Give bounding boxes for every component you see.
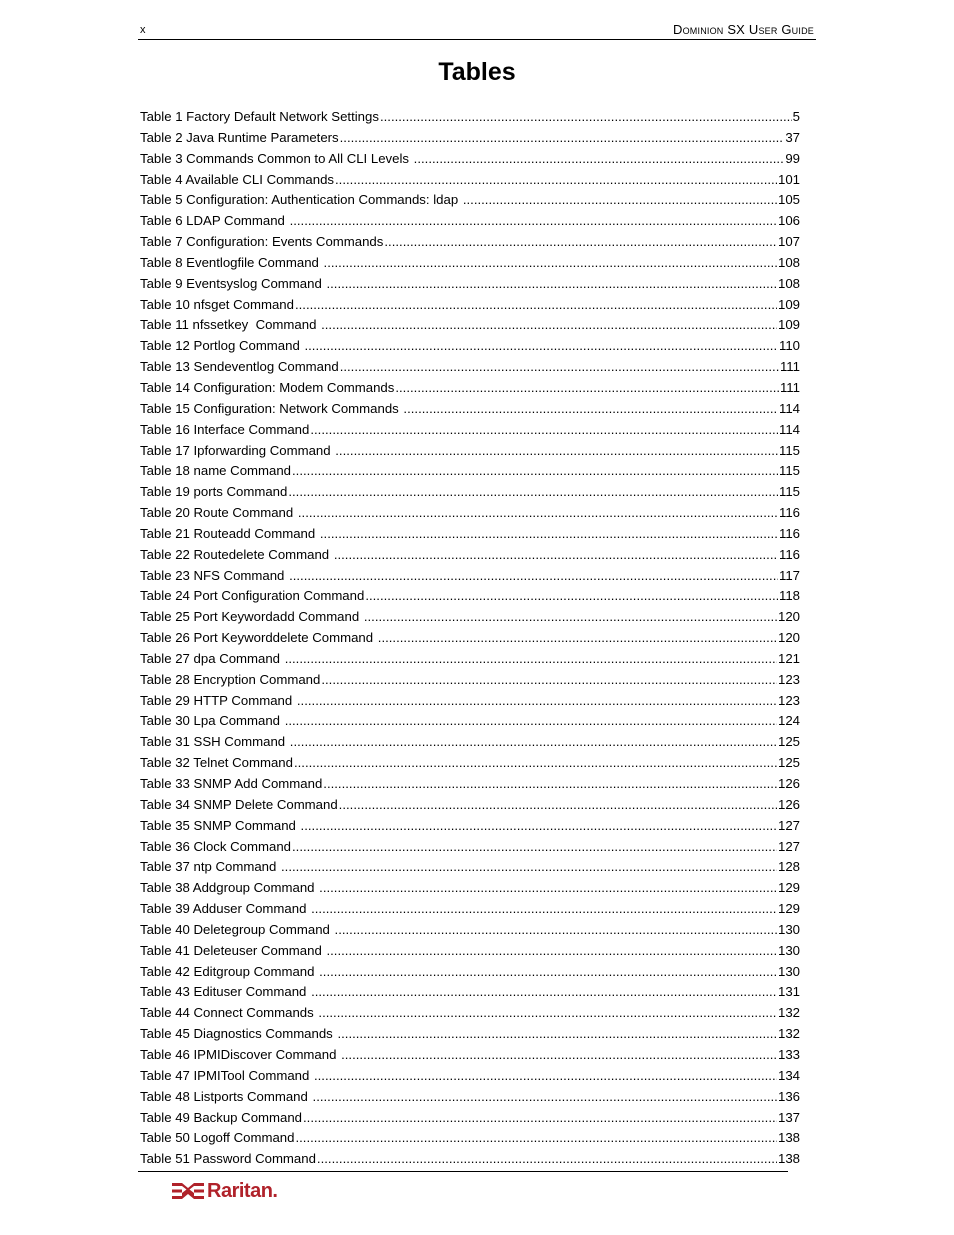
toc-entry-page: 99 bbox=[785, 150, 800, 166]
toc-entry[interactable] bbox=[140, 857, 800, 878]
toc-entry[interactable] bbox=[140, 691, 800, 712]
toc-entry-page: 118 bbox=[778, 588, 800, 604]
page-title: Tables bbox=[438, 58, 516, 86]
toc-entry-label: Table 33 SNMP Add Command bbox=[140, 776, 323, 791]
toc-entry-label: Table 29 HTTP Command bbox=[140, 692, 296, 708]
toc-entry[interactable] bbox=[140, 586, 800, 607]
toc-dot-leader bbox=[365, 586, 778, 607]
toc-entry-label: Table 23 NFS Command bbox=[140, 567, 289, 583]
toc-entry-label: Table 51 Password Command bbox=[140, 1151, 316, 1167]
toc-entry-page: 138 bbox=[777, 1130, 800, 1146]
toc-entry[interactable] bbox=[140, 399, 800, 420]
toc-dot-leader bbox=[281, 857, 777, 878]
toc-dot-leader bbox=[395, 378, 779, 399]
toc-entry[interactable] bbox=[140, 711, 800, 732]
toc-dot-leader bbox=[335, 170, 777, 191]
toc-entry-page: 132 bbox=[777, 1005, 800, 1021]
toc-dot-leader bbox=[340, 357, 779, 378]
toc-entry-label: Table 8 Eventlogfile Command bbox=[140, 254, 323, 270]
toc-entry[interactable] bbox=[140, 628, 800, 649]
toc-entry-page: 106 bbox=[777, 213, 800, 229]
toc-entry-page: 111 bbox=[779, 359, 800, 375]
toc-entry-label: Table 13 Sendeventlog Command bbox=[140, 359, 339, 375]
toc-dot-leader bbox=[341, 1045, 777, 1066]
toc-entry-label: Table 43 Edituser Command bbox=[140, 984, 311, 1000]
toc-entry-label: Table 27 dpa Command bbox=[140, 650, 284, 666]
toc-entry-label: Table 22 Routedelete Command bbox=[140, 546, 333, 562]
toc-entry-page: 121 bbox=[777, 650, 800, 666]
toc-entry[interactable] bbox=[140, 774, 800, 795]
toc-entry-page: 138 bbox=[777, 1151, 800, 1167]
toc-entry-page: 123 bbox=[777, 671, 800, 687]
toc-entry-page: 137 bbox=[777, 1109, 800, 1125]
raritan-logo-wordmark: Raritan bbox=[207, 1179, 273, 1202]
toc-entry[interactable] bbox=[140, 607, 800, 628]
toc-entry[interactable] bbox=[140, 149, 800, 170]
toc-dot-leader bbox=[318, 1003, 777, 1024]
toc-dot-leader bbox=[285, 711, 777, 732]
toc-entry[interactable] bbox=[140, 315, 800, 336]
toc-entry-page: 131 bbox=[777, 984, 800, 1000]
toc-entry-label: Table 9 Eventsyslog Command bbox=[140, 275, 326, 291]
toc-entry[interactable] bbox=[140, 1003, 800, 1024]
toc-entry-label: Table 12 Portlog Command bbox=[140, 338, 304, 354]
toc-dot-leader bbox=[463, 190, 777, 211]
toc-entry-label: Table 44 Connect Commands bbox=[140, 1005, 318, 1021]
toc-dot-leader bbox=[288, 482, 778, 503]
toc-entry[interactable] bbox=[140, 107, 800, 128]
toc-entry-page: 116 bbox=[778, 505, 800, 521]
toc-entry[interactable] bbox=[140, 920, 800, 941]
toc-entry[interactable] bbox=[140, 357, 800, 378]
footer-rule bbox=[138, 1171, 788, 1172]
toc-entry[interactable] bbox=[140, 420, 800, 441]
toc-entry-page: 126 bbox=[777, 776, 800, 791]
running-header-title: Dominion SX User Guide bbox=[673, 22, 814, 37]
toc-dot-leader bbox=[378, 628, 777, 649]
toc-dot-leader bbox=[319, 962, 777, 983]
toc-entry-page: 120 bbox=[777, 609, 800, 625]
toc-entry-page: 109 bbox=[777, 296, 800, 312]
toc-entry-page: 114 bbox=[778, 421, 800, 437]
toc-entry-page: 108 bbox=[777, 254, 800, 270]
toc-dot-leader bbox=[340, 128, 785, 149]
toc-entry-page: 117 bbox=[778, 567, 800, 583]
toc-entry-label: Table 19 ports Command bbox=[140, 484, 288, 500]
toc-dot-leader bbox=[384, 232, 777, 253]
raritan-logo bbox=[172, 1180, 278, 1202]
toc-entry-page: 133 bbox=[777, 1046, 800, 1062]
toc-entry[interactable] bbox=[140, 899, 800, 920]
toc-entry-page: 114 bbox=[778, 400, 800, 416]
toc-entry[interactable] bbox=[140, 878, 800, 899]
toc-entry-page: 126 bbox=[777, 796, 800, 812]
toc-entry-label: Table 35 SNMP Command bbox=[140, 817, 300, 833]
toc-entry-label: Table 6 LDAP Command bbox=[140, 213, 289, 229]
toc-entry-page: 101 bbox=[777, 171, 800, 187]
toc-entry-page: 130 bbox=[777, 921, 800, 937]
toc-entry-page: 132 bbox=[777, 1026, 800, 1042]
toc-entry-page: 129 bbox=[777, 880, 800, 896]
toc-dot-leader bbox=[320, 524, 778, 545]
toc-dot-leader bbox=[314, 1066, 777, 1087]
toc-entry-label: Table 41 Deleteuser Command bbox=[140, 942, 326, 958]
toc-entry-page: 116 bbox=[778, 546, 800, 562]
toc-entry-label: Table 42 Editgroup Command bbox=[140, 963, 319, 979]
toc-entry-label: Table 7 Configuration: Events Commands bbox=[140, 234, 384, 250]
toc-dot-leader bbox=[292, 837, 777, 858]
toc-dot-leader bbox=[292, 461, 778, 482]
toc-entry-label: Table 36 Clock Command bbox=[140, 838, 291, 854]
toc-entry-label: Table 4 Available CLI Commands bbox=[140, 171, 335, 187]
toc-entry[interactable] bbox=[140, 753, 800, 774]
toc-entry[interactable] bbox=[140, 482, 800, 503]
toc-entry-label: Table 21 Routeadd Command bbox=[140, 525, 319, 541]
toc-entry-label: Table 17 Ipforwarding Command bbox=[140, 442, 335, 458]
toc-entry-label: Table 16 Interface Command bbox=[140, 421, 310, 437]
toc-entry[interactable] bbox=[140, 1024, 800, 1045]
toc-entry-page: 115 bbox=[778, 463, 800, 479]
toc-dot-leader bbox=[335, 441, 778, 462]
toc-entry[interactable] bbox=[140, 732, 800, 753]
toc-entry-label: Table 28 Encryption Command bbox=[140, 671, 321, 687]
toc-dot-leader bbox=[295, 295, 777, 316]
toc-entry-page: 111 bbox=[779, 379, 800, 395]
toc-dot-leader bbox=[364, 607, 777, 628]
toc-entry[interactable] bbox=[140, 1087, 800, 1108]
toc-entry-page: 107 bbox=[777, 234, 800, 250]
toc-entry-label: Table 37 ntp Command bbox=[140, 859, 281, 875]
header-rule bbox=[138, 39, 816, 40]
toc-entry[interactable] bbox=[140, 670, 800, 691]
toc-entry-page: 130 bbox=[777, 963, 800, 979]
toc-dot-leader bbox=[380, 107, 792, 128]
toc-dot-leader bbox=[297, 691, 777, 712]
toc-entry[interactable] bbox=[140, 503, 800, 524]
raritan-logo-icon bbox=[172, 1181, 204, 1201]
toc-entry-page: 136 bbox=[777, 1088, 800, 1104]
toc-entry-label: Table 38 Addgroup Command bbox=[140, 880, 319, 896]
toc-entry-page: 123 bbox=[777, 692, 800, 708]
toc-entry-label: Table 24 Port Configuration Command bbox=[140, 588, 365, 604]
toc-dot-leader bbox=[414, 149, 785, 170]
toc-entry[interactable] bbox=[140, 816, 800, 837]
toc-entry[interactable] bbox=[140, 982, 800, 1003]
toc-entry-page: 110 bbox=[778, 338, 800, 354]
toc-entry-page: 129 bbox=[777, 901, 800, 917]
toc-dot-leader bbox=[317, 1149, 777, 1170]
toc-entry-label: Table 39 Adduser Command bbox=[140, 901, 311, 917]
toc-entry-label: Table 30 Lpa Command bbox=[140, 713, 284, 729]
toc-entry[interactable] bbox=[140, 441, 800, 462]
toc-entry[interactable] bbox=[140, 190, 800, 211]
page-number: x bbox=[140, 24, 146, 36]
toc-entry-label: Table 15 Configuration: Network Commands bbox=[140, 400, 403, 416]
toc-entry-page: 115 bbox=[778, 442, 800, 458]
toc-dot-leader bbox=[326, 941, 777, 962]
toc-entry[interactable] bbox=[140, 378, 800, 399]
toc-entry-page: 128 bbox=[777, 859, 800, 875]
toc-entry-label: Table 5 Configuration: Authentication Commands: ldap bbox=[140, 192, 462, 208]
toc-entry-label: Table 47 IPMITool Command bbox=[140, 1067, 313, 1083]
toc-entry-label: Table 18 name Command bbox=[140, 463, 292, 479]
toc-entry-page: 37 bbox=[785, 129, 800, 145]
toc-entry-page: 109 bbox=[777, 317, 800, 333]
toc-entry[interactable] bbox=[140, 941, 800, 962]
toc-entry[interactable] bbox=[140, 253, 800, 274]
toc-entry[interactable] bbox=[140, 274, 800, 295]
toc-entry-page: 127 bbox=[777, 838, 800, 854]
toc-entry-page: 127 bbox=[777, 817, 800, 833]
toc-entry[interactable] bbox=[140, 1066, 800, 1087]
table-of-tables bbox=[140, 107, 800, 1170]
toc-entry-label: Table 25 Port Keywordadd Command bbox=[140, 609, 363, 625]
toc-entry-page: 108 bbox=[777, 275, 800, 291]
toc-dot-leader bbox=[323, 774, 777, 795]
toc-dot-leader bbox=[311, 899, 777, 920]
toc-entry-page: 115 bbox=[778, 484, 800, 500]
toc-entry-label: Table 31 SSH Command bbox=[140, 734, 289, 750]
toc-dot-leader bbox=[313, 1087, 777, 1108]
toc-dot-leader bbox=[290, 211, 777, 232]
toc-entry-label: Table 49 Backup Command bbox=[140, 1109, 303, 1125]
toc-entry[interactable] bbox=[140, 962, 800, 983]
toc-dot-leader bbox=[339, 795, 777, 816]
toc-entry-label: Table 1 Factory Default Network Settings bbox=[140, 109, 379, 124]
toc-entry[interactable] bbox=[140, 1045, 800, 1066]
toc-dot-leader bbox=[326, 274, 777, 295]
toc-entry[interactable] bbox=[140, 1149, 800, 1170]
toc-entry[interactable] bbox=[140, 545, 800, 566]
toc-entry-page: 116 bbox=[778, 525, 800, 541]
toc-entry-page: 134 bbox=[777, 1067, 800, 1083]
toc-dot-leader bbox=[334, 545, 778, 566]
toc-entry-label: Table 40 Deletegroup Command bbox=[140, 921, 334, 937]
toc-entry-page: 105 bbox=[777, 192, 800, 208]
toc-dot-leader bbox=[289, 566, 778, 587]
toc-dot-leader bbox=[285, 649, 777, 670]
toc-dot-leader bbox=[304, 336, 778, 357]
toc-dot-leader bbox=[324, 253, 777, 274]
toc-dot-leader bbox=[301, 816, 777, 837]
toc-entry-page: 130 bbox=[777, 942, 800, 958]
toc-dot-leader bbox=[319, 878, 777, 899]
toc-entry[interactable] bbox=[140, 295, 800, 316]
toc-entry[interactable] bbox=[140, 128, 800, 149]
toc-entry-page: 125 bbox=[777, 755, 800, 771]
toc-entry-label: Table 2 Java Runtime Parameters bbox=[140, 129, 339, 145]
toc-dot-leader bbox=[321, 670, 777, 691]
toc-dot-leader bbox=[290, 732, 777, 753]
toc-entry[interactable] bbox=[140, 170, 800, 191]
toc-entry[interactable] bbox=[140, 524, 800, 545]
toc-entry-label: Table 50 Logoff Command bbox=[140, 1130, 295, 1146]
toc-entry-label: Table 11 nfssetkey Command bbox=[140, 317, 321, 333]
toc-dot-leader bbox=[310, 420, 778, 441]
toc-entry-label: Table 32 Telnet Command bbox=[140, 755, 293, 771]
toc-entry-label: Table 34 SNMP Delete Command bbox=[140, 796, 338, 812]
toc-entry[interactable] bbox=[140, 461, 800, 482]
toc-entry-label: Table 26 Port Keyworddelete Command bbox=[140, 630, 377, 646]
toc-entry[interactable] bbox=[140, 211, 800, 232]
toc-entry[interactable] bbox=[140, 649, 800, 670]
toc-entry-label: Table 14 Configuration: Modem Commands bbox=[140, 379, 395, 395]
toc-entry[interactable] bbox=[140, 566, 800, 587]
toc-entry-label: Table 3 Commands Common to All CLI Levels bbox=[140, 150, 413, 166]
toc-entry-label: Table 10 nfsget Command bbox=[140, 296, 294, 312]
toc-entry[interactable] bbox=[140, 837, 800, 858]
toc-entry[interactable] bbox=[140, 795, 800, 816]
toc-entry-page: 125 bbox=[777, 734, 800, 750]
toc-entry-page: 5 bbox=[792, 109, 800, 124]
toc-dot-leader bbox=[295, 1128, 777, 1149]
toc-dot-leader bbox=[337, 1024, 777, 1045]
toc-dot-leader bbox=[303, 1108, 777, 1129]
toc-dot-leader bbox=[321, 315, 777, 336]
raritan-logo-dot: . bbox=[272, 1179, 278, 1202]
toc-dot-leader bbox=[403, 399, 778, 420]
toc-entry[interactable] bbox=[140, 1108, 800, 1129]
toc-entry-label: Table 20 Route Command bbox=[140, 505, 297, 521]
toc-entry[interactable] bbox=[140, 1128, 800, 1149]
toc-entry[interactable] bbox=[140, 336, 800, 357]
toc-dot-leader bbox=[311, 982, 777, 1003]
toc-entry-label: Table 48 Listports Command bbox=[140, 1088, 312, 1104]
toc-entry-page: 120 bbox=[777, 630, 800, 646]
toc-entry-label: Table 45 Diagnostics Commands bbox=[140, 1026, 337, 1042]
toc-dot-leader bbox=[335, 920, 777, 941]
toc-dot-leader bbox=[298, 503, 778, 524]
toc-entry[interactable] bbox=[140, 232, 800, 253]
toc-dot-leader bbox=[294, 753, 777, 774]
toc-entry-page: 124 bbox=[777, 713, 800, 729]
toc-entry-label: Table 46 IPMIDiscover Command bbox=[140, 1046, 341, 1062]
